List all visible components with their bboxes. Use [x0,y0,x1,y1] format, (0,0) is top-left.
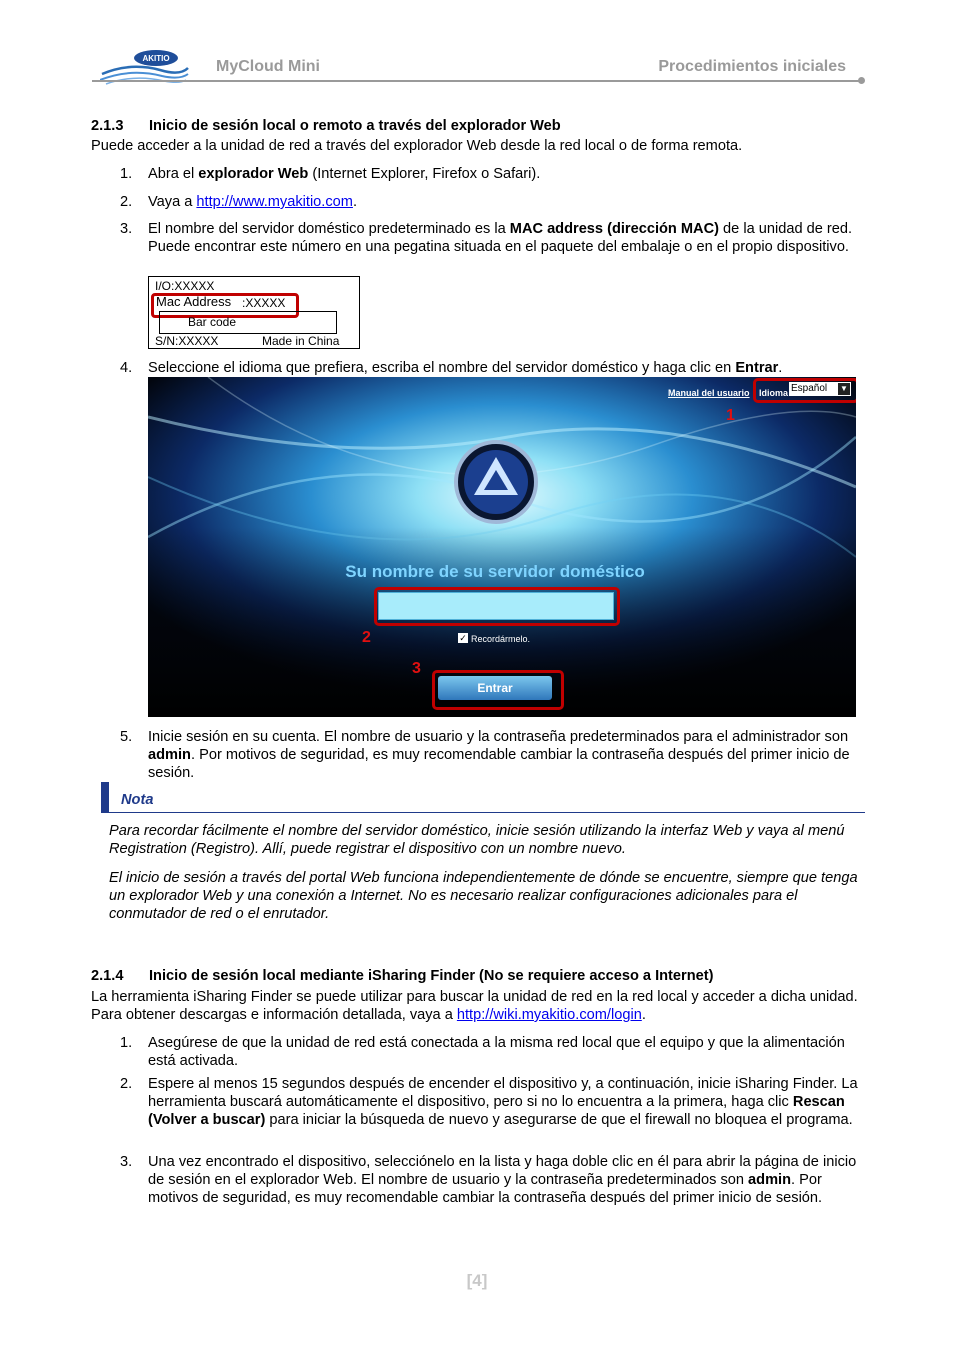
language-value: Español [791,383,828,394]
note-paragraph-2: El inicio de sesión a través del portal Web funciona independientemente de dónde se encuentre, siempre que tenga un explorador Web y una conexión a Internet. No es necesario realizar configuraciones adicionales para el conmutador de red o el enrutador. [109,870,858,922]
step-2-1-4-2: 2. Espere al menos 15 segundos después de encender el dispositivo y, a continuación, inicie iSharing Finder. La herramienta buscará automáticamente el dispositivo, pero si no lo encuentra a la primera, haga clic Rescan (Volver a buscar) para iniciar la búsqueda de nuevo y asegurarse de que el firewall no bloquea el programa. [120,1076,858,1128]
header-rule [92,80,862,82]
callout-2: 2 [362,629,371,646]
label-sn: S/N:XXXXX [155,334,219,348]
remember-label: Recordármelo. [471,634,531,644]
step-2-1-3-4: 4. Seleccione el idioma que prefiera, escriba el nombre del servidor doméstico y haga clic en Entrar. [120,360,783,376]
step-2-1-3-3: 3. El nombre del servidor doméstico predeterminado es la MAC address (dirección MAC) de la unidad de red. Puede encontrar este número en una pegatina situada en el paquete del embalaje o en el propio dispositivo. [120,221,853,255]
header-product: MyCloud Mini [216,58,320,75]
step-2-1-3-2: 2. Vaya a http://www.myakitio.com. [120,194,357,210]
server-name-heading: Su nombre de su servidor doméstico [345,562,645,581]
button-highlight [432,670,564,710]
logo-text: AKITIO [142,54,170,63]
note-bar [101,782,109,812]
user-manual-link[interactable]: Manual del usuario [668,388,750,398]
label-barcode: Bar code [159,311,337,334]
remember-checkbox[interactable]: ✓ [459,633,467,643]
callout-1: 1 [726,407,735,424]
label-mac-value: :XXXXX [242,296,286,310]
myakitio-link[interactable]: http://www.myakitio.com [196,194,353,210]
product-label [148,276,360,349]
enter-button[interactable]: Entrar [438,676,552,700]
page-number: [4] [466,1271,488,1290]
header-chapter: Procedimientos iniciales [658,58,846,75]
chevron-down-icon: ▼ [838,383,850,395]
callout-3: 3 [412,660,421,677]
label-made: Made in China [262,334,340,348]
section-2-1-3-heading: 2.1.3 Inicio de sesión local o remoto a través del explorador Web [91,118,561,134]
header-rule-dot [858,77,865,84]
login-screenshot [148,377,856,717]
note-paragraph-1: Para recordar fácilmente el nombre del servidor doméstico, inicie sesión utilizando la interfaz Web y vaya al menú Registration (Registro). Allí, puede registrar el dispositivo con un nombre nuevo. [109,823,845,857]
label-io: I/O:XXXXX [155,279,215,293]
step-2-1-4-3: 3. Una vez encontrado el dispositivo, selecciónelo en la lista y haga doble clic en él para abrir la página de inicio de sesión en el explorador Web. El nombre de usuario y la contraseña predeterminados son admin. Por motivos de seguridad, es muy recomendable cambiar la contraseña después del primer inicio de sesión. [120,1154,857,1206]
language-label: Idioma [759,388,789,398]
step-2-1-3-1: 1. Abra el explorador Web (Internet Explorer, Firefox o Safari). [120,166,541,182]
label-mac-key: Mac Address [156,294,232,309]
wiki-login-link[interactable]: http://wiki.myakitio.com/login [456,1007,642,1023]
section-2-1-4-intro: La herramienta iSharing Finder se puede utilizar para buscar la unidad de red en la red local y acceder a dicha unidad. Para obtener descargas e información detallada, vaya a http://wiki.myakitio.com/login. [91,989,858,1023]
login-background [148,377,856,717]
step-2-1-4-1: 1. Asegúrese de que la unidad de red está conectada a la misma red local que el equipo y que la alimentación está activada. [120,1035,845,1069]
input-highlight [374,587,620,626]
section-2-1-4-heading: 2.1.4 Inicio de sesión local mediante iSharing Finder (No se requiere acceso a Internet) [91,968,714,984]
note-rule [101,812,865,813]
step-2-1-3-5: 5. Inicie sesión en su cuenta. El nombre de usuario y la contraseña predeterminados para el administrador son admin. Por motivos de seguridad, es muy recomendable cambiar la contraseña después del primer inicio de sesión. [120,729,850,781]
language-highlight [753,378,856,403]
section-2-1-3-intro: Puede acceder a la unidad de red a través del explorador Web desde la red local o de forma remota. [91,138,743,154]
note-title: Nota [121,792,154,808]
